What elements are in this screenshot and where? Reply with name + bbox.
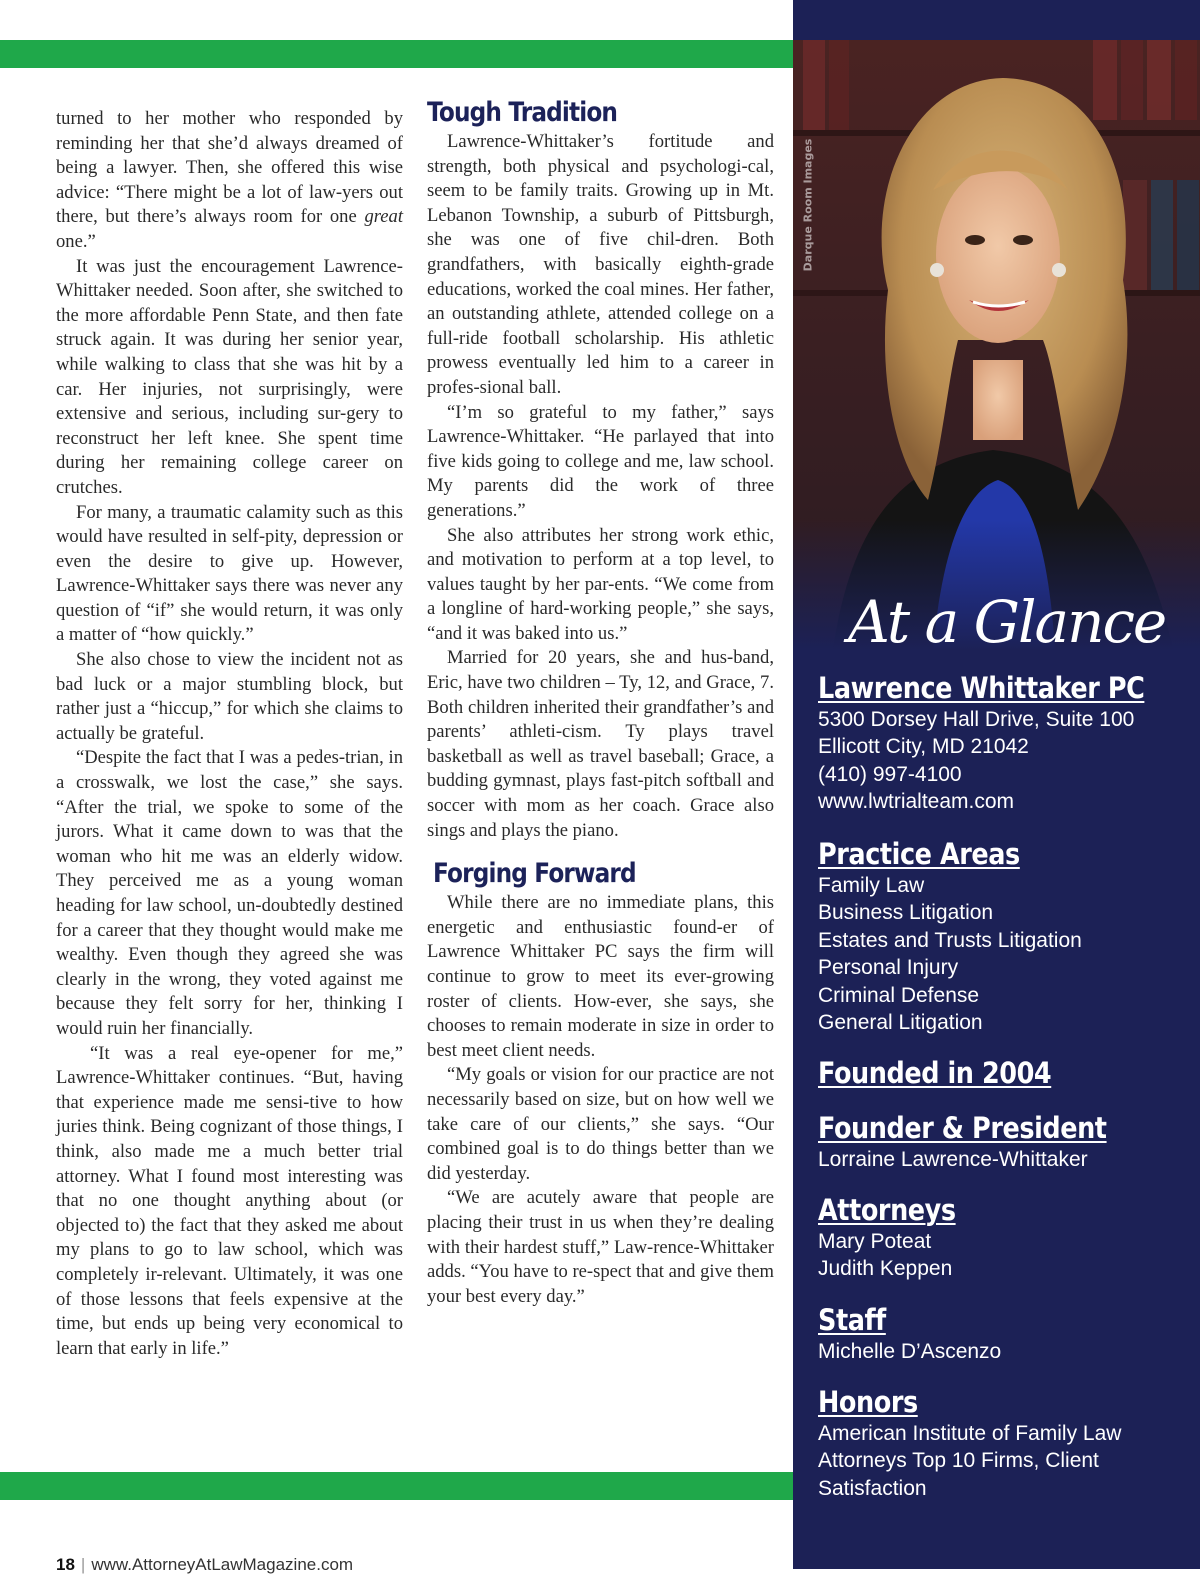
- left-paragraph-3: For many, a traumatic calamity such as this would have resulted in self-pity, depression or even the desire to give up. However, Lawrence-Whittaker says there was never any question of “if” she would return, it was only a matter of “how quickly.”: [56, 501, 403, 646]
- photo-credit: Darque Room Images: [801, 138, 815, 272]
- honors-block: [818, 1384, 1121, 1502]
- middle-paragraph-3: She also attributes her strong work ethic, and motivation to perform at a top level, to values taught by her par-ents. “We come from a longline of hard-working people,” she says, “and it was baked into us.”: [427, 524, 774, 644]
- firm-contact-block: [818, 670, 1189, 816]
- attorneys-heading: Attorneys: [818, 1193, 956, 1227]
- founder-block: [818, 1110, 1146, 1173]
- honors-line: Satisfaction: [818, 1476, 927, 1500]
- middle-paragraph-5: While there are no immediate plans, this energetic and enthusiastic found-er of Lawrence Whittaker PC says the firm will continue to grow to meet its ever-growing roster of clients. How-ever, she says, she chooses to remain moderate in size in order to best meet client needs.: [427, 892, 774, 1061]
- honors-line: American Institute of Family Law: [818, 1422, 1122, 1445]
- honors-line: Attorneys Top 10 Firms, Client: [818, 1449, 1099, 1473]
- founded-block: [818, 1055, 1083, 1091]
- left-paragraph-4: She also chose to view the incident not as bad luck or a major stumbling block, but rather just a “hiccup,” for which she claims to actually be grateful.: [56, 649, 403, 744]
- left-article-column: [56, 107, 403, 1361]
- top-green-bar: [0, 40, 793, 68]
- page-footer: [56, 1555, 353, 1575]
- practice-area-item: Personal Injury: [818, 956, 959, 980]
- attorneys-block: [818, 1192, 974, 1283]
- honors-heading: Honors: [818, 1385, 918, 1419]
- middle-paragraph-2: “I’m so grateful to my father,” says Lawrence-Whittaker. “He parlayed that into five kids going to college and me, law school. My parents did the work of three generations.”: [427, 401, 774, 521]
- left-paragraph-2: It was just the encouragement Lawrence-Whittaker needed. Soon after, she switched to the more affordable Penn State, and then fate struck again. It was during her senior year, while walking to class that she was hit by a car. Her injuries, not surprisingly, were extensive and serious, including sur-gery to reconstruct her left knee. She spent time during her remaining college career on crutches.: [56, 255, 403, 498]
- firm-phone: (410) 997-4100: [818, 762, 962, 786]
- middle-paragraph-1: Lawrence-Whittaker’s fortitude and strength, both physical and psychologi-cal, seem to be family traits. Growing up in Mt. Lebanon Township, a suburb of Pittsburgh, she was one of five chil-dren. Both grandfathers, with basically eighth-grade educations, worked the coal mines. Her father, an outstanding athlete, attended college on a full-ride football scholarship. His athletic prowess eventually led him to a career in profes-sional ball.: [427, 131, 774, 398]
- middle-paragraph-7: “We are acutely aware that people are placing their trust in us when they’re dealing with their hardest stuff,” Law-rence-Whittaker adds. “You have to re-spect that and give them your best every day.”: [427, 1187, 774, 1307]
- staff-block: [818, 1302, 1001, 1365]
- practice-area-item: General Litigation: [818, 1011, 983, 1035]
- staff-name: Michelle D’Ascenzo: [818, 1340, 1002, 1363]
- practice-areas-heading: Practice Areas: [818, 837, 1020, 871]
- middle-paragraph-4: Married for 20 years, she and hus-band, Eric, have two children – Ty, 12, and Grace, 7. Both children inherited their grandfather’s and parents’ athleti-cism. Ty plays travel basketball as well as travel baseball; Grace, a budding gymnast, plays fast-pitch softball and soccer with mom as her coach. Grace also sings and plays the piano.: [427, 647, 774, 841]
- firm-name: Lawrence Whittaker PC: [818, 671, 1145, 705]
- heading-tough-tradition: Tough Tradition: [427, 97, 618, 128]
- staff-heading: Staff: [818, 1303, 886, 1337]
- footer-separator: |: [80, 1555, 86, 1574]
- page-number: 18: [56, 1555, 75, 1574]
- magazine-website-link[interactable]: www.AttorneyAtLawMagazine.com: [91, 1555, 354, 1574]
- founded-heading: Founded in 2004: [818, 1056, 1052, 1090]
- portrait-photo: [793, 40, 1200, 650]
- practice-areas-list: [818, 872, 1082, 1036]
- firm-website-link[interactable]: www.lwtrialteam.com: [818, 790, 1015, 814]
- bottom-green-bar: [0, 1472, 793, 1500]
- practice-areas-block: [818, 836, 1082, 1036]
- at-a-glance-title: At a Glance: [848, 588, 1166, 656]
- practice-area-item: Business Litigation: [818, 901, 994, 925]
- practice-area-item: Criminal Defense: [818, 983, 980, 1007]
- left-paragraph-6: “It was a real eye-opener for me,” Lawrence-Whittaker continues. “But, having that experience made me sensi-tive to how juries think. Being cognizant of those things, I think, also made me a much better trial attorney. What I found most interesting was that no one thought anything about (or objected to) the fact that they asked me about my plans to go to law school, which was completely ir-relevant. Ultimately, it was one of those lessons that feels expensive at the time, but ends up being very economical to learn that early in life.”: [56, 1042, 403, 1359]
- founder-heading: Founder & President: [818, 1111, 1107, 1145]
- heading-forging-forward: Forging Forward: [433, 858, 636, 890]
- portrait-illustration: [793, 40, 1200, 650]
- founder-name: Lorraine Lawrence-Whittaker: [818, 1148, 1088, 1171]
- middle-paragraph-6: “My goals or vision for our practice are not necessarily based on size, but on how well we take care of our clients,” she says. “Our combined goal is to do things better than we did yesterday.: [427, 1064, 774, 1184]
- firm-address-line-1: 5300 Dorsey Hall Drive, Suite 100: [818, 708, 1135, 731]
- middle-article-column: [427, 96, 774, 1309]
- practice-area-item: Family Law: [818, 874, 925, 897]
- left-paragraph-5: “Despite the fact that I was a pedes-trian, in a crosswalk, we lost the case,” she says. “After the trial, we spoke to some of the jurors. What it came down to was that the woman who hit me was an elderly widow. They perceived me as a young woman heading for law school, un-doubtedly destined for a career that they thought would make me wealthy. Even though they agreed she was clearly in the wrong, they voted against me because they felt sorry for her, thinking I would ruin her financially.: [56, 747, 403, 1039]
- attorney-name: Mary Poteat: [818, 1230, 932, 1253]
- left-paragraph-1: turned to her mother who responded by reminding her that she’d always dreamed of being a lawyer. Then, she offered this wise advice: “There might be a lot of law-yers out there, but there’s always room for one great one.”: [56, 108, 403, 252]
- attorney-name: Judith Keppen: [818, 1257, 953, 1281]
- firm-address-line-2: Ellicott City, MD 21042: [818, 735, 1029, 759]
- practice-area-item: Estates and Trusts Litigation: [818, 928, 1082, 952]
